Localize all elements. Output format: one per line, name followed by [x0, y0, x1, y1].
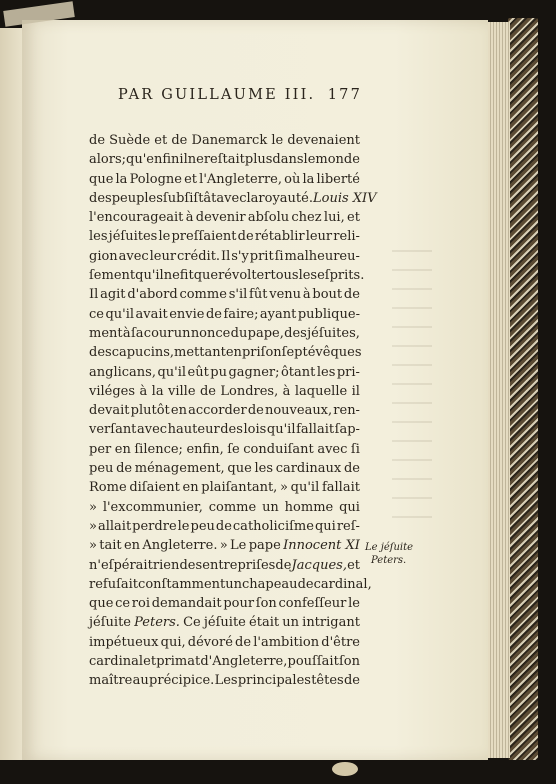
word: fût [249, 287, 268, 303]
word: bout [312, 287, 343, 303]
word: ſa [130, 325, 144, 341]
text-line [89, 305, 360, 324]
text-line [89, 671, 360, 690]
word: enfin, [186, 441, 224, 457]
word: en [182, 480, 199, 496]
word: abſolu [247, 210, 290, 226]
word: dans [272, 152, 304, 168]
word: l'Angleterre, [199, 171, 282, 187]
word: fit [179, 268, 194, 284]
word: Il [89, 287, 99, 303]
word: pouſſait [287, 654, 339, 670]
word: alors; [89, 152, 127, 168]
word: en [225, 345, 242, 361]
text-line [89, 382, 360, 401]
word: pape, [247, 325, 284, 341]
word: viléges [89, 383, 136, 399]
word: pour [223, 596, 255, 612]
word: que [193, 268, 219, 284]
word: qui, [160, 634, 186, 650]
word: en [170, 403, 187, 419]
word: en [123, 538, 141, 554]
word: d'être [321, 634, 360, 650]
word: reli- [333, 229, 360, 245]
text-line [89, 150, 360, 169]
word: un [173, 325, 191, 341]
word: où [284, 171, 301, 187]
word: au [132, 673, 149, 689]
word: des [89, 190, 112, 206]
word: et [347, 557, 360, 573]
word: Angleterre. [142, 538, 218, 554]
word: Louis XIV [312, 190, 377, 206]
word: conduiſant [243, 441, 314, 457]
word: Ce [183, 615, 201, 631]
word: et [154, 133, 168, 148]
word: de [235, 634, 252, 650]
word: ſi [274, 248, 284, 264]
word: peu [190, 518, 215, 534]
word: plaiſantant, [201, 480, 278, 496]
word: un [262, 499, 279, 515]
word: ſon [338, 654, 360, 670]
word: plus [244, 152, 273, 168]
word: le [271, 133, 284, 148]
word: n'eſpérait [89, 557, 153, 573]
word: de [297, 576, 314, 592]
word: rien [152, 557, 180, 573]
text-line [89, 420, 360, 439]
word: laquelle [294, 383, 348, 399]
word: devait [89, 403, 130, 419]
word: à [185, 210, 194, 226]
word: qui [314, 518, 336, 534]
word: prit [249, 248, 274, 264]
word: nouveaux, [264, 403, 333, 419]
word: tait [99, 538, 122, 554]
word: ſe [227, 441, 240, 457]
word: l'excommunier, [102, 499, 203, 515]
word: têtes [311, 673, 344, 689]
word: ſap- [334, 422, 360, 438]
word: allait [97, 518, 132, 534]
word: la [302, 171, 315, 187]
text-line [89, 227, 360, 246]
word: avec [216, 190, 247, 206]
word: Le [230, 538, 247, 554]
word: avec [118, 248, 149, 264]
word: des [179, 557, 203, 573]
text-line [89, 575, 372, 594]
margin-note-line: Le jéſuite [365, 542, 414, 553]
word: hauteur [167, 422, 220, 438]
word: roi [131, 596, 150, 612]
word: de [116, 461, 133, 477]
word: le [348, 596, 360, 612]
word: Innocent XI [283, 538, 360, 554]
word: diſaient [129, 480, 180, 496]
word: comme [208, 499, 257, 515]
word: et [347, 210, 360, 226]
word: fallait [296, 422, 335, 438]
book-cover-edge [508, 18, 538, 760]
paper-stain [332, 762, 358, 776]
word: cardinaux [275, 461, 342, 477]
word: liberté [316, 171, 360, 187]
word: leur [305, 229, 333, 245]
word: publique- [297, 306, 360, 322]
word: gagner; [228, 364, 280, 380]
text-line [89, 208, 360, 227]
word: pape [248, 538, 281, 554]
text-line [89, 343, 360, 362]
word: » [89, 538, 97, 554]
word: qui [339, 499, 360, 515]
word: homme [284, 499, 334, 515]
text-line [89, 266, 365, 285]
word: chez [291, 210, 322, 226]
word: la [115, 171, 128, 187]
word: ne [187, 152, 204, 168]
text-line [89, 131, 360, 150]
text-line [89, 633, 360, 652]
word: Londres, [220, 383, 279, 399]
word: de [275, 557, 292, 573]
word: rétablir [254, 229, 305, 245]
word: il [179, 152, 188, 168]
word: » [280, 480, 288, 496]
text-line [89, 189, 377, 208]
word: confeſſeur [278, 596, 347, 612]
word: pu [210, 364, 227, 380]
word: les [254, 461, 273, 477]
word: avec [137, 422, 168, 438]
word: monde [315, 152, 360, 168]
text-line [89, 652, 360, 671]
word: que [89, 596, 114, 612]
text-line [89, 440, 360, 459]
word: eût [187, 364, 209, 380]
word: à [139, 383, 148, 399]
word: Les [214, 673, 238, 689]
word: jéſuite [203, 615, 246, 631]
text-line [89, 594, 360, 613]
word: Peters. [134, 615, 180, 631]
word: à [122, 325, 131, 341]
word: ſubſiſtât [162, 190, 217, 206]
word: ſept [281, 345, 308, 361]
word: cour [143, 325, 174, 341]
word: dévoré [187, 634, 233, 650]
word: royauté. [258, 190, 313, 206]
word: et [184, 171, 198, 187]
word: ce [89, 306, 104, 322]
word: peu [89, 461, 114, 477]
word: ce [115, 596, 131, 612]
word: d'Angleterre, [200, 654, 288, 670]
word: Il [221, 248, 231, 264]
word: le [177, 518, 190, 534]
word: Suède [109, 133, 151, 148]
word: » [89, 518, 97, 534]
word: que [227, 461, 252, 477]
word: de [199, 383, 216, 399]
word: en [114, 441, 131, 457]
word: de [171, 133, 188, 148]
word: comme [179, 287, 227, 303]
word: ne [163, 268, 180, 284]
text-line [89, 478, 360, 497]
word: avec [317, 441, 348, 457]
word: jéſuite [89, 615, 131, 631]
word: priſon [241, 345, 282, 361]
text-line [89, 498, 360, 517]
word: devenaient [287, 133, 360, 148]
word: maître [89, 673, 133, 689]
word: avait [135, 306, 168, 322]
word: venu [269, 287, 302, 303]
word: » [219, 538, 228, 554]
word: per [89, 441, 112, 457]
body-text [89, 131, 377, 691]
word: de [343, 287, 360, 303]
word: l'ambition [253, 634, 320, 650]
word: intrigant [302, 615, 360, 631]
word: s'il [228, 287, 248, 303]
word: de [89, 133, 106, 148]
word: la [246, 190, 259, 206]
word: Jacques, [291, 557, 347, 573]
word: Rome [89, 480, 127, 496]
word: qu'il [105, 306, 135, 322]
word: perdre [132, 518, 177, 534]
word: les [316, 364, 336, 380]
word: ſement [89, 268, 136, 284]
word: des [220, 422, 243, 438]
word: chapeau [242, 576, 298, 592]
word: entrepriſes [202, 557, 276, 573]
word: à [282, 383, 291, 399]
word: anglicans, [89, 364, 156, 380]
word: qu'il [290, 480, 320, 496]
word: ren- [333, 403, 360, 419]
word: la [151, 383, 164, 399]
word: ôtant [280, 364, 316, 380]
margin-note-line: Peters. [371, 555, 407, 566]
word: Danemarck [191, 133, 268, 148]
word: mettant [174, 345, 226, 361]
text-line [89, 459, 360, 478]
word: primat [156, 654, 201, 670]
text-line [89, 247, 360, 266]
word: des [89, 345, 112, 361]
word: ménagement, [134, 461, 225, 477]
word: peuples [111, 190, 163, 206]
word: catholiciſme [232, 518, 314, 534]
word: le [158, 229, 171, 245]
word: devenir [195, 210, 246, 226]
word: fallait [321, 480, 360, 496]
word: Pologne [129, 171, 182, 187]
word: s'y [231, 248, 249, 264]
page-number: 177 [327, 87, 362, 103]
word: les [298, 268, 318, 284]
word: » [89, 499, 97, 515]
word: précipice. [149, 673, 215, 689]
word: que [89, 171, 114, 187]
word: était [249, 615, 280, 631]
word: tous [270, 268, 299, 284]
word: lui, [323, 210, 345, 226]
word: principales [237, 673, 311, 689]
word: plutôt [130, 403, 170, 419]
word: verſant [89, 422, 137, 438]
word: leur [149, 248, 177, 264]
word: ayant [259, 306, 297, 322]
word: d'abord [127, 287, 178, 303]
word: crédit. [177, 248, 221, 264]
word: l'encourageait [89, 210, 184, 226]
text-line [89, 170, 360, 189]
word: de [215, 518, 232, 534]
word: agit [100, 287, 126, 303]
word: reſtait [203, 152, 245, 168]
word: jéſuites, [307, 325, 360, 341]
word: lois [243, 422, 267, 438]
word: qu'il [157, 364, 187, 380]
word: nonce [190, 325, 231, 341]
text-line [89, 517, 360, 536]
word: de [237, 229, 254, 245]
word: gion [89, 248, 118, 264]
word: reſ- [336, 518, 360, 534]
text-line [89, 285, 360, 304]
word: évêques [307, 345, 362, 361]
word: qu'enfin [126, 152, 180, 168]
word: à [302, 287, 311, 303]
text-line [89, 324, 360, 343]
word: capucins, [111, 345, 175, 361]
word: et [143, 654, 157, 670]
word: de [205, 306, 222, 322]
word: cardinal, [313, 576, 372, 592]
word: qu'il [135, 268, 164, 284]
word: le [303, 152, 316, 168]
word: un [225, 576, 243, 592]
word: eſprits. [317, 268, 365, 284]
word: jéſuites [108, 229, 158, 245]
show-through-text [392, 250, 432, 520]
word: malheureu- [284, 248, 360, 264]
word: révolter [218, 268, 271, 284]
word: conſtamment [138, 576, 226, 592]
word: un [282, 615, 299, 631]
word: ſi [350, 441, 360, 457]
running-header [118, 82, 362, 108]
word: de [247, 403, 264, 419]
running-title: PAR GUILLAUME III. [118, 87, 316, 103]
word: ſilence; [134, 441, 183, 457]
word: les [89, 229, 108, 245]
text-line [89, 613, 360, 632]
text-line [89, 401, 360, 420]
word: cardinal [89, 654, 144, 670]
word: il [351, 383, 360, 399]
word: pri- [336, 364, 360, 380]
word: impétueux [89, 634, 159, 650]
word: des [284, 325, 307, 341]
text-line [89, 556, 360, 575]
word: refuſait [89, 576, 139, 592]
word: accorder [188, 403, 247, 419]
word: faire; [223, 306, 259, 322]
word: qu'il [266, 422, 296, 438]
word: preſſaient [171, 229, 237, 245]
word: de [343, 461, 360, 477]
text-line [89, 363, 360, 382]
word: demandait [151, 596, 222, 612]
text-line [89, 536, 360, 555]
word: ville [168, 383, 196, 399]
margin-note [365, 541, 425, 567]
word: de [343, 673, 360, 689]
word: du [230, 325, 248, 341]
word: ment [89, 325, 123, 341]
word: envie [169, 306, 205, 322]
word: ſon [255, 596, 277, 612]
